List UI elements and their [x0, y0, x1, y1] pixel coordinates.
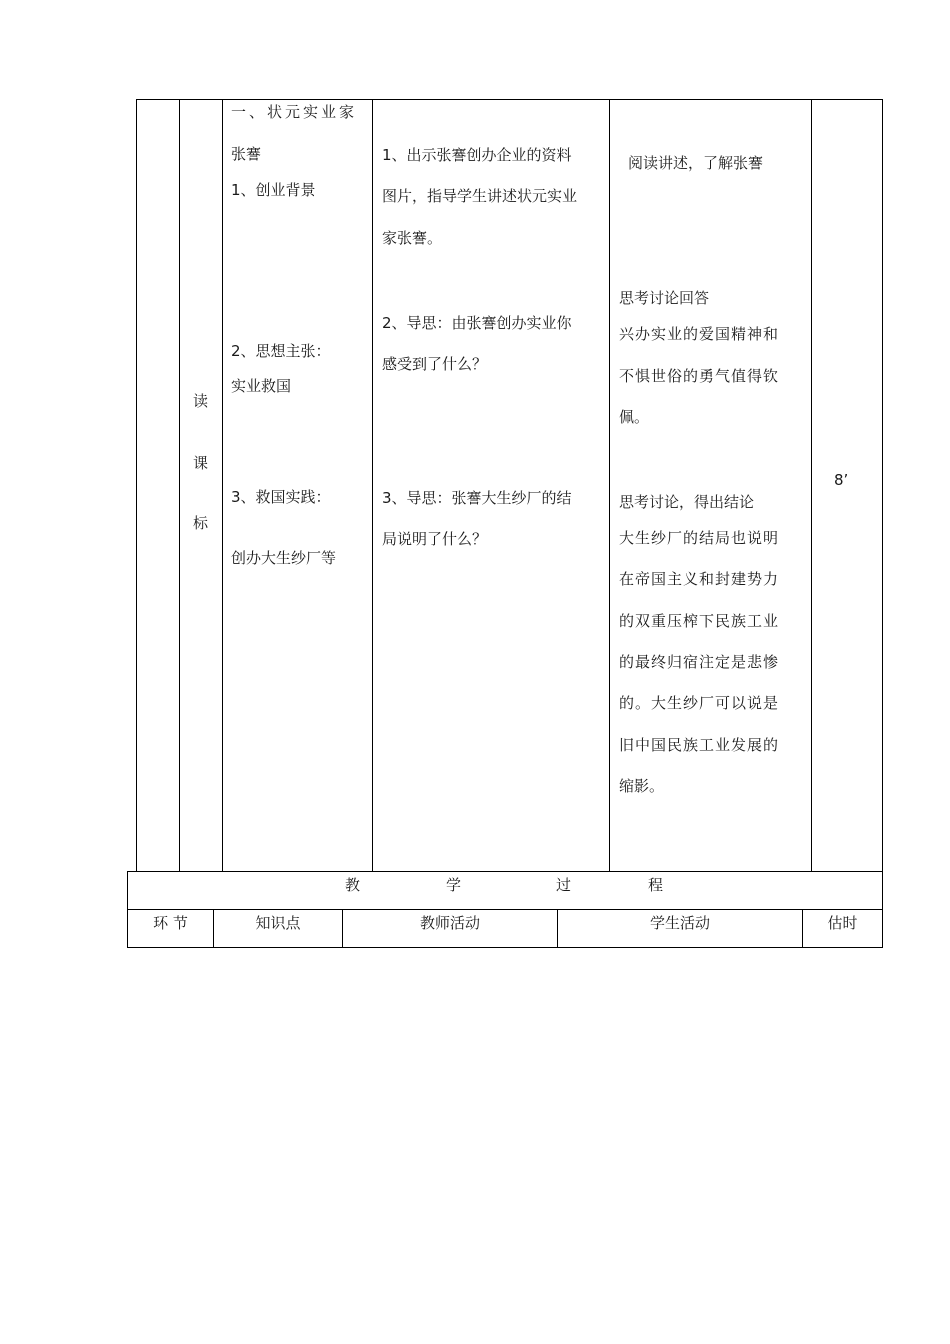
- knowledge-heading-line1: 一、状元实业家: [231, 103, 358, 121]
- teacher-activity-2-line1: 2、导思：由张謇创办实业你: [382, 314, 572, 332]
- col-border-0: [136, 99, 137, 871]
- student-activity-3-line6: 的。大生纱厂可以说是: [619, 694, 780, 712]
- student-activity-3-line2: 大生纱厂的结局也说明: [619, 529, 780, 547]
- student-activity-2-line2: 兴办实业的爱国精神和: [619, 325, 780, 343]
- header-top-border: [127, 909, 883, 910]
- student-activity-2-line3: 不惧世俗的勇气值得钦: [619, 367, 780, 385]
- teacher-activity-2-line2: 感受到了什么？: [382, 355, 488, 373]
- student-activity-3-line1: 思考讨论，得出结论: [619, 493, 755, 511]
- col-border-6: [882, 99, 883, 871]
- time-estimate: 8’: [834, 471, 849, 489]
- knowledge-item-2-line2: 实业救国: [231, 377, 292, 395]
- student-activity-2-line1: 思考讨论回答: [619, 289, 710, 307]
- student-activity-3-line8: 缩影。: [619, 777, 665, 795]
- process-char-3: 过: [556, 876, 572, 894]
- student-activity-3-line5: 的最终归宿注定是悲惨: [619, 653, 780, 671]
- student-activity-3-line7: 旧中国民族工业发展的: [619, 736, 780, 754]
- teacher-activity-3-line2: 局说明了什么？: [382, 530, 488, 548]
- process-left-border: [127, 871, 128, 948]
- header-bottom-border: [127, 947, 883, 948]
- teacher-activity-1-line3: 家张謇。: [382, 229, 443, 247]
- col-border-2: [222, 99, 223, 871]
- teacher-activity-3-line1: 3、导思：张謇大生纱厂的结: [382, 489, 572, 507]
- process-char-4: 程: [648, 876, 664, 894]
- process-right-border: [882, 871, 883, 948]
- process-char-1: 教: [345, 876, 361, 894]
- student-activity-3-line3: 在帝国主义和封建势力: [619, 570, 780, 588]
- student-activity-1: 阅读讲述，了解张謇: [628, 154, 764, 172]
- col-border-1: [179, 99, 180, 871]
- header-link: 环 节: [153, 914, 188, 932]
- teacher-activity-1-line2: 图片，指导学生讲述状元实业: [382, 187, 578, 205]
- header-time: 估时: [827, 914, 858, 932]
- header-teacher-activity: 教师活动: [419, 914, 480, 932]
- header-knowledge: 知识点: [255, 914, 301, 932]
- student-activity-2-line4: 佩。: [619, 408, 650, 426]
- section-label-char-1: 读: [193, 392, 209, 410]
- process-top-border: [127, 871, 883, 872]
- col-border-3: [372, 99, 373, 871]
- col-border-4: [609, 99, 610, 871]
- teacher-activity-1-line1: 1、出示张謇创办企业的资料: [382, 146, 572, 164]
- col-border-5: [811, 99, 812, 871]
- knowledge-heading-line2: 张謇: [231, 145, 262, 163]
- top-border: [136, 99, 883, 100]
- section-label-char-2: 课: [193, 454, 209, 472]
- header-student-activity: 学生活动: [649, 914, 710, 932]
- section-label-char-3: 标: [193, 514, 209, 532]
- process-char-2: 学: [446, 876, 462, 894]
- knowledge-item-3-line2: 创办大生纱厂等: [231, 549, 337, 567]
- knowledge-item-3-line1: 3、救国实践：: [231, 488, 331, 506]
- student-activity-3-line4: 的双重压榨下民族工业: [619, 612, 780, 630]
- knowledge-item-1: 1、创业背景: [231, 181, 316, 199]
- knowledge-item-2-line1: 2、思想主张：: [231, 342, 331, 360]
